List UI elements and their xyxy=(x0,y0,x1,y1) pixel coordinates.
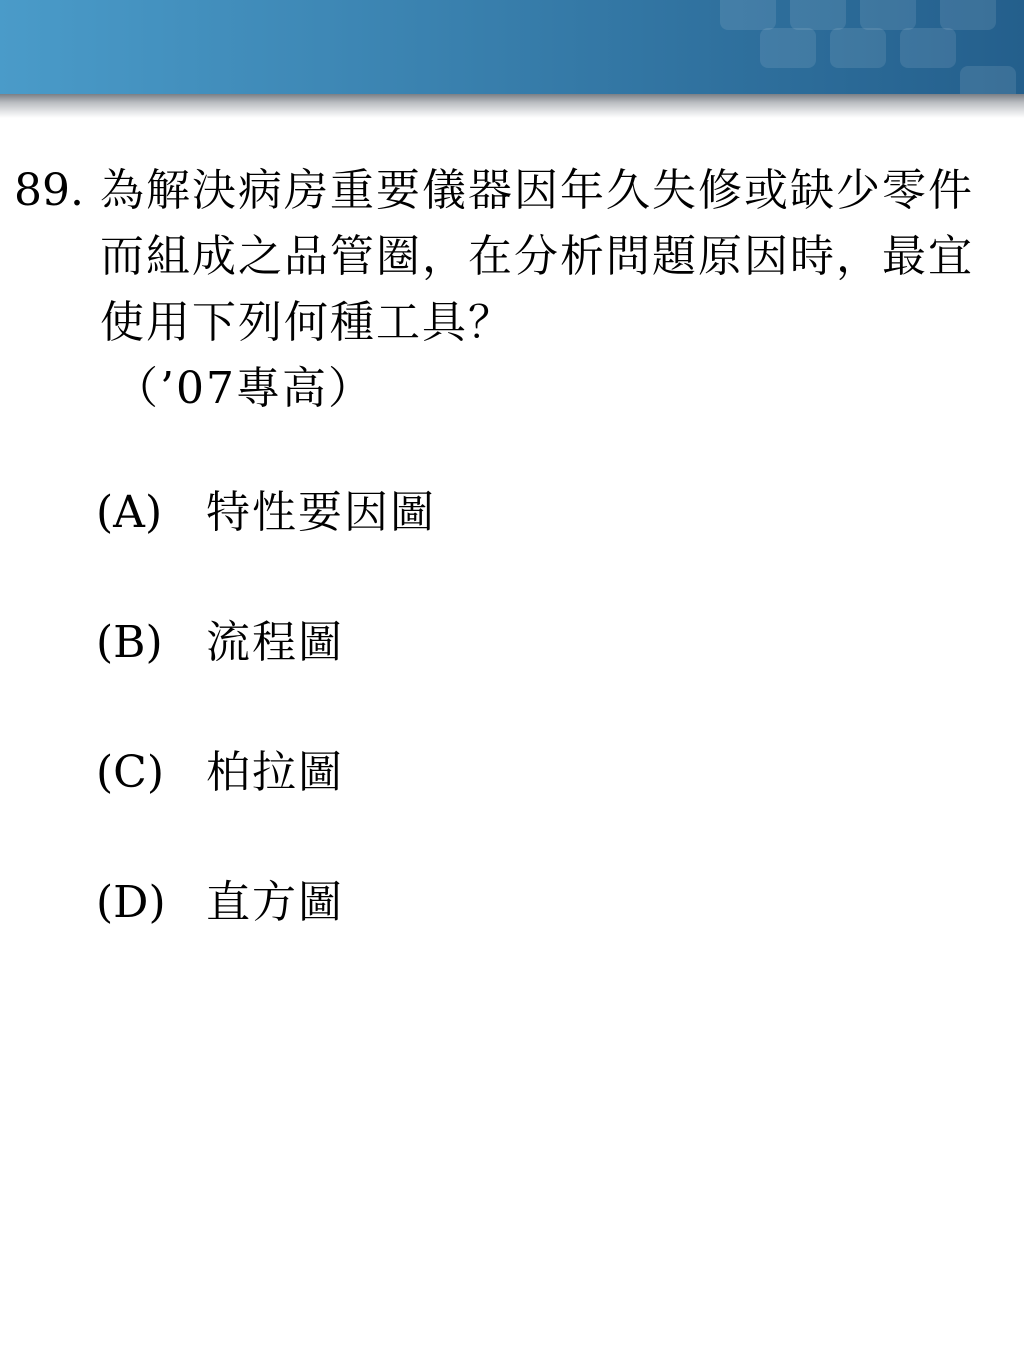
option-label: (D) xyxy=(96,877,166,928)
header-banner xyxy=(0,0,1024,94)
banner-decoration xyxy=(720,0,776,30)
banner-decoration xyxy=(900,28,956,68)
question-source: （’07專高） xyxy=(114,363,374,414)
option-text: 流程圖 xyxy=(206,617,344,668)
question-text: 為解決病房重要儀器因年久失修或缺少零件而組成之品管圈，在分析問題原因時，最宜使用下列何種工具？ xyxy=(100,165,974,348)
banner-shadow xyxy=(0,94,1024,118)
option-a[interactable] xyxy=(96,480,436,546)
option-text: 柏拉圖 xyxy=(206,747,344,798)
banner-decoration xyxy=(940,0,996,30)
option-label: (B) xyxy=(96,617,163,668)
option-d[interactable] xyxy=(96,870,436,936)
option-label: (C) xyxy=(96,747,164,798)
question-block xyxy=(14,158,1004,422)
banner-decoration xyxy=(790,0,846,30)
option-text: 直方圖 xyxy=(206,877,344,928)
options-list xyxy=(96,480,436,1000)
banner-decoration xyxy=(830,28,886,68)
question-number: 89. xyxy=(14,165,84,216)
banner-decoration xyxy=(960,66,1016,94)
question-row xyxy=(14,158,1004,356)
option-text: 特性要因圖 xyxy=(206,487,436,538)
option-label: (A) xyxy=(96,487,163,538)
option-b[interactable] xyxy=(96,610,436,676)
banner-decoration xyxy=(860,0,916,30)
option-c[interactable] xyxy=(96,740,436,806)
banner-decoration xyxy=(760,28,816,68)
